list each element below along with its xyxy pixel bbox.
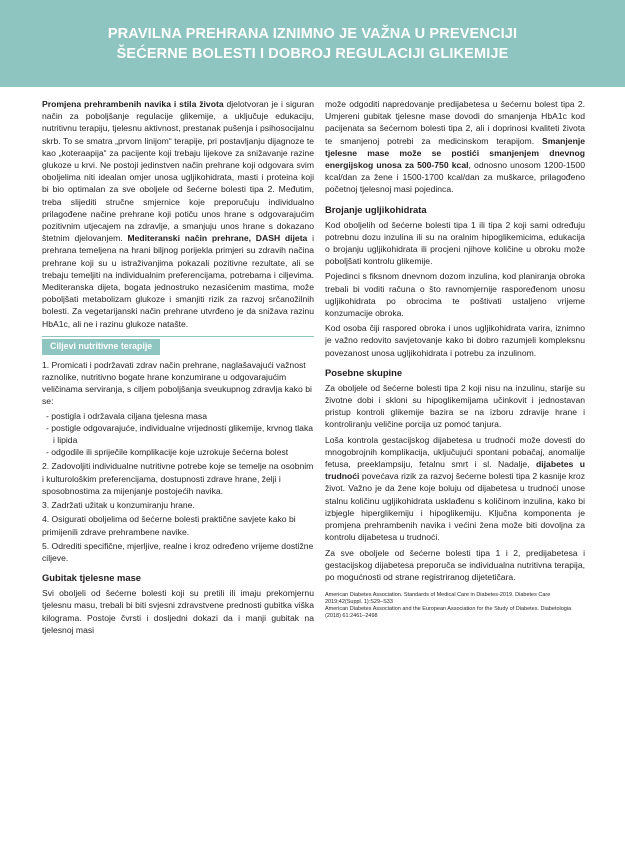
carb-counting-heading: Brojanje ugljikohidrata	[325, 203, 427, 215]
reference-item: American Diabetes Association and the European Association for the Study of Diabetes. Diabetologia (2018) 61:2461–2498	[325, 606, 572, 620]
references	[325, 592, 585, 620]
page-title-line-1: PRAVILNA PREHRANA IZNIMNO JE VAŽNA U PREVENCIJI	[107, 25, 518, 42]
nutrition-targets-box	[42, 337, 314, 564]
special-text-2a: Loša kontrola gestacijskog dijabetesa u trudnoći može dovesti do mnogobrojnih komplikacija, uključujući spontani pobačaj, anomalije fetusa, preeklampsiju, fetalnu smrt i sl. Nadalje,	[325, 434, 585, 470]
carb-paragraph-2: Pojedinci s fiksnom dnevnom dozom inzulina, kod planiranja obroka trebali bi voditi računa o što ravnomjernije raspoređenom unosu ugljikohidrata po obrocima te poštivati ustaljeno vrijeme konzumacije obroka.	[325, 271, 585, 319]
intro-bold-1: Promjena prehrambenih navika i stila života	[42, 99, 224, 109]
intro-paragraph	[42, 98, 314, 330]
intro-bold-2: Mediteranski način prehrane, DASH dijeta	[127, 233, 308, 244]
special-paragraph-3: Za sve oboljele od šećerne bolesti tipa 1 i 2, predijabetesa i gestacijskog dijabetesa preporuča se individualna nutritivna terapija, po mogućnosti od strane registriranog dijetetičara.	[325, 547, 585, 582]
target-subitem: - postigla i održavala ciljana tjelesna masa	[46, 410, 207, 421]
carb-paragraph-1: Kod oboljelih od šećerne bolesti tipa 1 ili tipa 2 koji sami određuju potrebnu dozu inzulina ili su na oralnim hipoglikemicima, edukacija o brojanju ugljikohidrata ili procjeni njihove količine u obroku može poboljšati kontrolu glikemije.	[325, 219, 585, 267]
left-column	[42, 98, 314, 639]
cont-bold-1: Smanjenje tjelesne mase može se postići smanjenjem dnevnog energijskog unosa za 500-750 kcal	[325, 135, 585, 171]
reference-item: American Diabetes Association. Standards of Medical Care in Diabetes-2019. Diabetes Care 2019;42(Suppl. 1):S29–S33	[325, 592, 551, 606]
weight-loss-paragraph: Svi oboljeli od šećerne bolesti koji su pretili ili imaju prekomjernu tjelesnu masu, trebali bi biti svjesni zdravstvene prednosti gubitka viška kilograma. Postoje čvrsti i dosljedni dokazi da i manji gubitak na tjelesnoj masi	[42, 588, 314, 635]
carb-paragraph-3: Kod osoba čiji raspored obroka i unos ugljikohidrata varira, iznimno je važno redovito savjetovanje kako bi dobro razumjeli kompleksnu povezanost unosa ugljikohidrata i potrebu za inzulinom.	[325, 323, 585, 358]
target-subitem: - odgodile ili spriječile komplikacije koje uzrokuje šećerna bolest	[46, 447, 289, 458]
target-item-5: 5. Odrediti specifične, mjerljive, realne i kroz određeno vrijeme dostižne ciljeve.	[42, 540, 314, 563]
special-paragraph-1: Za oboljele od šećerne bolesti tipa 2 koji nisu na inzulinu, starije su životne dobi i skloni su hipoglikemijama učinkovit i jednostavan pristup kontroli glikemije bazira se na izboru zdravije hrane i kontroliranju veličine porcija uz pomoć tanjura.	[325, 382, 585, 430]
intro-text-1: djelotvoran je i siguran način za poboljšanje regulacije glikemije, a uključuje edukaciju, nutritivnu terapiju, tjelesnu aktivnost, prestanak pušenja i psihosocijalnu skrb. To se smatra „prvom linijom“ terapije, pri postavljanju dijagnoze te kao „koteraapija“ za pacijente koji trebaju lijekove za snižavanje razine glukoze u krvi. Ne postoji jedinstven način prehrane koji odgovara svim oboljelima niti idealan omjer unosa ugljikohidrata, masti i proteina koji bi bio optimalan za sve oboljele od šećerne bolesti tipa 2. Međutim, treba slijediti stručne smjernice koje preporučuju individualno prilagođene načine prehrane koji potiču unos hrane s odgovarajućim pozitivnim utjecajem na zdravlje, a smanjuju unos hrane s dokazano štetnim djelovanjem.	[42, 99, 314, 244]
special-bold-2b: dijabetes u trudnoći	[325, 459, 586, 482]
page-title-line-2: ŠEĆERNE BOLESTI I DOBROJ REGULACIJI GLIKEMIJE	[116, 45, 509, 62]
weight-loss-heading: Gubitak tjelesne mase	[42, 572, 142, 584]
special-text-2c: povećava rizik za razvoj šećerne bolesti tipa 2 kasnije kroz život. Važno je da žene koje boluju od dijabetesa u trudnoći unose stalnu količinu ugljikohidrata usklađenu s količinom inzulina, kako bi izbjegle hiperglikemiju i hipoglikemiju. Ključna komponenta je promjena prehrambenih navika i većini žena može biti dovoljna za kontrolu dijabetesa u trudnoći.	[325, 471, 585, 543]
target-item-4: 4. Osigurati oboljelima od šećerne bolesti praktične savjete kako bi primijenili zdrave prehrambene navike.	[42, 514, 296, 537]
target-item-2: 2. Zadovoljiti individualne nutritivne potrebe koje se temelje na osobnim i kulturološkim preferencijama, dostupnosti zdrave hrane, želji i sposobnostima za mijenjanje postojećih navika.	[42, 461, 314, 496]
special-paragraph-2	[325, 434, 585, 544]
cont-text-1: može odgoditi napredovanje predijabetesa u šećernu bolest tipa 2. Umjereni gubitak tjelesne mase dovodi do smanjenja HbA1c kod pacijenata sa šećernom bolesti tipa 2, ali i doprinosi kvaliteti života te smanjenoj potrebi za medicinskom terapijom.	[325, 99, 585, 146]
targets-title: Ciljevi nutritivne terapije	[42, 339, 160, 355]
intro-text-2: i prehrana temeljena na hrani biljnog porijekla primjeri su zdravih načina prehrane koji su u istraživanjima pokazali pozitivne rezultate, ali se trebaju temeljiti na individualnim preferencijama, potrebama i ciljevima. Mediteranska dijeta, bogata jednostruko nezasićenim mastima, može poboljšati metabolizam glukoze i smanjiti rizik za razvoj srčanožilnih bolesti. Za vegetarijanski način prehrane utvrđeno je da snižava razinu HbA1c, ali ne i razinu glukoze natašte.	[42, 233, 314, 329]
target-subitem: - postigle odgovarajuće, individualne vrijednosti glikemije, krvnog tlaka i lipida	[46, 422, 314, 446]
weight-loss-continued	[325, 98, 585, 196]
right-column	[325, 98, 585, 620]
cont-text-2: , odnosno unosom 1200-1500 kcal/dan za žene i 1500-1700 kcal/dan za muškarce, prilagođeno početnoj tjelesnoj masi pojedinca.	[325, 160, 585, 195]
special-groups-heading: Posebne skupine	[325, 366, 403, 378]
header-banner	[0, 0, 625, 87]
target-item-3: 3. Zadržati užitak u konzumiranju hrane.	[42, 500, 195, 511]
target-item-1: 1. Promicati i podržavati zdrav način prehrane, naglašavajući važnost raznolike, nutritivno bogate hrane konzumirane u odgovarajućim veličinama serviranja, s ciljem poboljšanja sveukupnog zdravlja kako bi se:	[42, 359, 312, 407]
